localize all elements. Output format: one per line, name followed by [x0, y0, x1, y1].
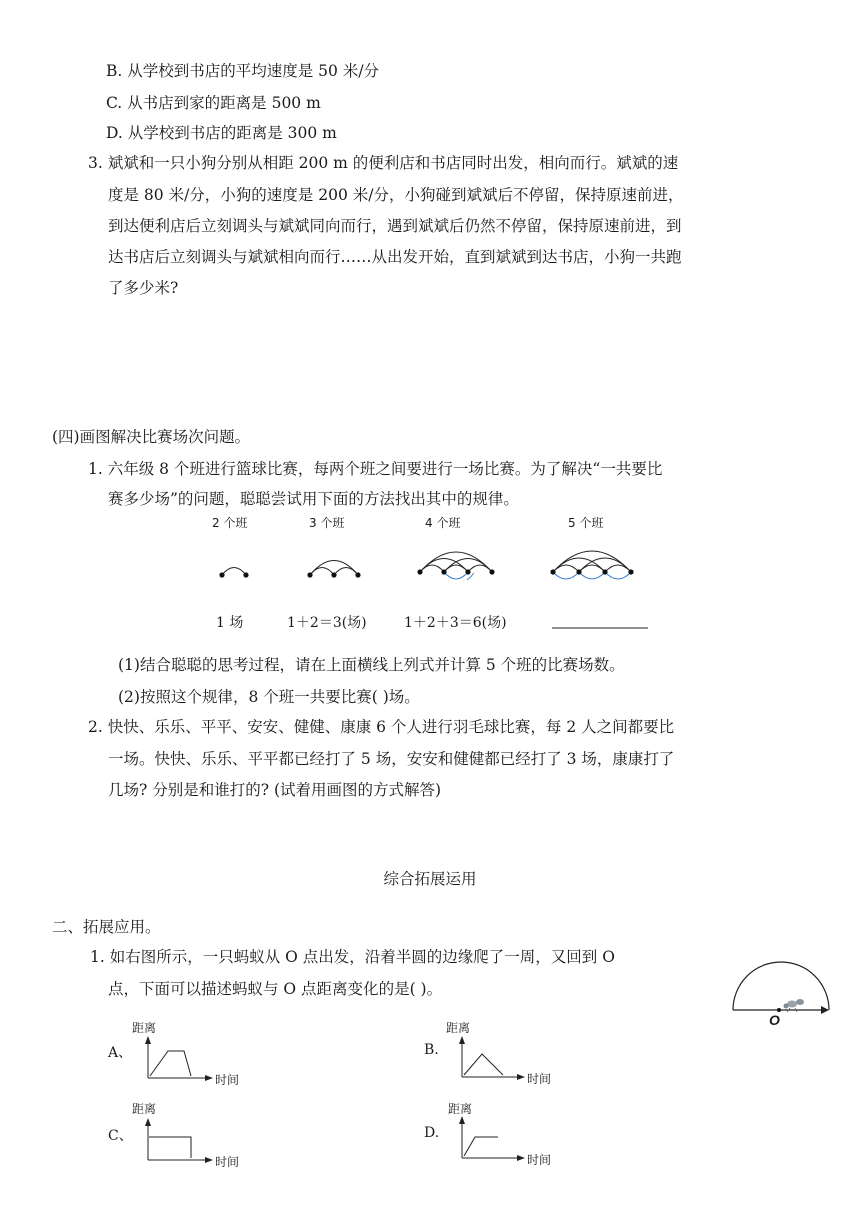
axis-x-label: 时间: [215, 1155, 240, 1169]
section-title: 综合拓展运用: [383, 870, 477, 888]
option-b: B. 从学校到书店的平均速度是 50 米/分: [106, 62, 380, 80]
q2-line: 几场? 分别是和谁打的? (试着用画图的方式解答): [108, 781, 442, 799]
ext-q1-line: 1. 如右图所示，一只蚂蚁从 O 点出发，沿着半圆的边缘爬了一周，又回到 O: [90, 948, 615, 966]
figure-result: 1＋2＋3＝6(场): [404, 615, 507, 631]
sub-question-2: (2)按照这个规律，8 个班一共要比赛( )场。: [118, 688, 420, 706]
q3-line: 了多少米?: [108, 279, 179, 297]
option-label: A、: [108, 1045, 133, 1061]
axis-x-label: 时间: [215, 1073, 240, 1087]
option-label: B.: [424, 1042, 439, 1058]
q3-line: 度是 80 米/分，小狗的速度是 200 米/分，小狗碰到斌斌后不停留，保持原速前进，: [108, 186, 684, 204]
axis-y-label: 距离: [448, 1102, 473, 1116]
option-label: C、: [108, 1128, 133, 1144]
q3-line: 3. 斌斌和一只小狗分别从相距 200 m 的便利店和书店同时出发，相向而行。斌斌的速: [88, 154, 679, 172]
option-label: D.: [424, 1125, 440, 1141]
figure-result: 1 场: [216, 615, 244, 631]
point-o-label: O: [769, 1012, 780, 1028]
option-d: D. 从学校到书店的距离是 300 m: [106, 124, 337, 142]
sub-question-1: (1)结合聪聪的思考过程，请在上面横线上列式并计算 5 个班的比赛场数。: [118, 656, 625, 674]
figure-header: 4 个班: [425, 516, 461, 530]
ext-q1-line: 点，下面可以描述蚂蚁与 O 点距离变化的是( )。: [108, 980, 443, 998]
figure-result: 1＋2＝3(场): [287, 615, 367, 631]
axis-x-label: 时间: [527, 1072, 552, 1086]
q3-line: 到达便利店后立刻调头与斌斌同向而行，遇到斌斌后仍然不停留，保持原速前进，到: [108, 217, 682, 235]
graph-line: [464, 1137, 498, 1156]
figure-header: 5 个班: [568, 516, 604, 530]
axis-y-label: 距离: [132, 1021, 157, 1035]
q1-line: 赛多少场”的问题，聪聪尝试用下面的方法找出其中的规律。: [108, 490, 519, 508]
axis-y-label: 距离: [446, 1021, 471, 1035]
part4-heading: (四)画图解决比赛场次问题。: [52, 428, 251, 446]
option-c: C. 从书店到家的距离是 500 m: [106, 94, 321, 112]
q2-line: 2. 快快、乐乐、平平、安安、健健、康康 6 个人进行羽毛球比赛，每 2 人之间都要比: [88, 718, 675, 736]
axis-y-label: 距离: [132, 1102, 157, 1116]
q1-line: 1. 六年级 8 个班进行篮球比赛，每两个班之间要进行一场比赛。为了解决“一共要比: [88, 460, 663, 478]
q3-line: 达书店后立刻调头与斌斌相向而行……从出发开始，直到斌斌到达书店，小狗一共跑: [108, 248, 682, 266]
figure-header: 3 个班: [309, 516, 345, 530]
figure-header: 2 个班: [212, 516, 248, 530]
part2-heading: 二、拓展应用。: [52, 918, 161, 936]
q2-line: 一场。快快、乐乐、平平都已经打了 5 场，安安和健健都已经打了 3 场，康康打了: [108, 750, 675, 768]
axis-x-label: 时间: [527, 1153, 552, 1167]
